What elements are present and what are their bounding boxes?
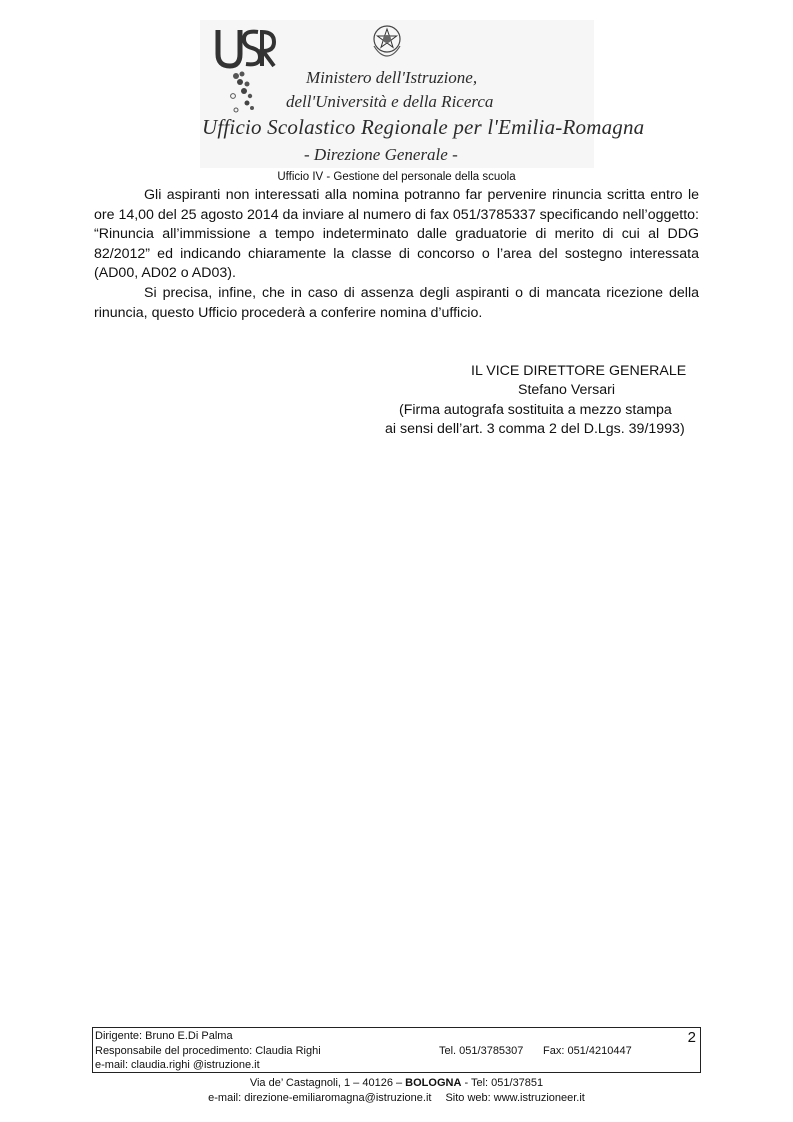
fax-number: Fax: 051/4210447 (543, 1045, 632, 1057)
office-subtitle: Ufficio IV - Gestione del personale della scuola (277, 171, 516, 183)
body-paragraph-1: Gli aspiranti non interessati alla nomina potranno far pervenire rinuncia scritta entro le ore 14,00 del 25 agosto 2014 da inviare al numero di fax 051/3785337 specificando nell’oggetto: “Rinuncia all’immissione a tempo indeterminato dalle graduatorie di merito di cui al DDG 82/2012” ed indicando chiaramente la classe di concorso o l’area del sostegno interessata (AD00, AD02 o AD03). (94, 187, 699, 282)
contact-web-line (0, 1091, 793, 1106)
signatory-title: IL VICE DIRETTORE GENERALE (471, 363, 687, 379)
letter-body (94, 186, 699, 323)
office-email[interactable]: e-mail: direzione-emiliaromagna@istruzione.it (208, 1092, 432, 1104)
usr-logo-icon (214, 24, 276, 120)
office-address-footer (0, 1076, 793, 1106)
letterhead (200, 20, 645, 168)
university-line: dell'Università e della Ricerca (286, 92, 494, 111)
responsabile-label: Responsabile del procedimento: Claudia Righi (95, 1045, 321, 1057)
signature-note-line-1: (Firma autografa sostituita a mezzo stampa (399, 402, 672, 418)
address-line (0, 1076, 793, 1091)
page-number: 2 (687, 1029, 696, 1046)
republic-emblem-icon (370, 22, 404, 58)
contact-box (92, 1027, 701, 1073)
body-paragraph-2: Si precisa, infine, che in caso di assenza degli aspiranti o di mancata ricezione della rinuncia, questo Ufficio procederà a conferire nomina d’ufficio. (94, 284, 699, 321)
phone-number: Tel. 051/3785307 (439, 1045, 524, 1057)
address-suffix: - Tel: 051/37851 (461, 1077, 544, 1089)
dirigente-label: Dirigente: Bruno E.Di Palma (95, 1030, 233, 1042)
responsabile-email[interactable]: e-mail: claudia.righi @istruzione.it (95, 1059, 260, 1071)
regional-office-name: Ufficio Scolastico Regionale per l'Emilia-Romagna (202, 115, 645, 139)
address-prefix: Via de’ Castagnoli, 1 – 40126 – (249, 1077, 406, 1089)
address-city: BOLOGNA (405, 1077, 462, 1089)
ministry-name: Ministero dell'Istruzione, (306, 68, 478, 87)
website-link[interactable]: Sito web: www.istruzioneer.it (445, 1092, 585, 1104)
direction-line: - Direzione Generale - (304, 145, 458, 164)
signature-note-line-2: ai sensi dell’art. 3 comma 2 del D.Lgs. 39/1993) (385, 421, 685, 437)
signatory-name: Stefano Versari (518, 382, 616, 398)
